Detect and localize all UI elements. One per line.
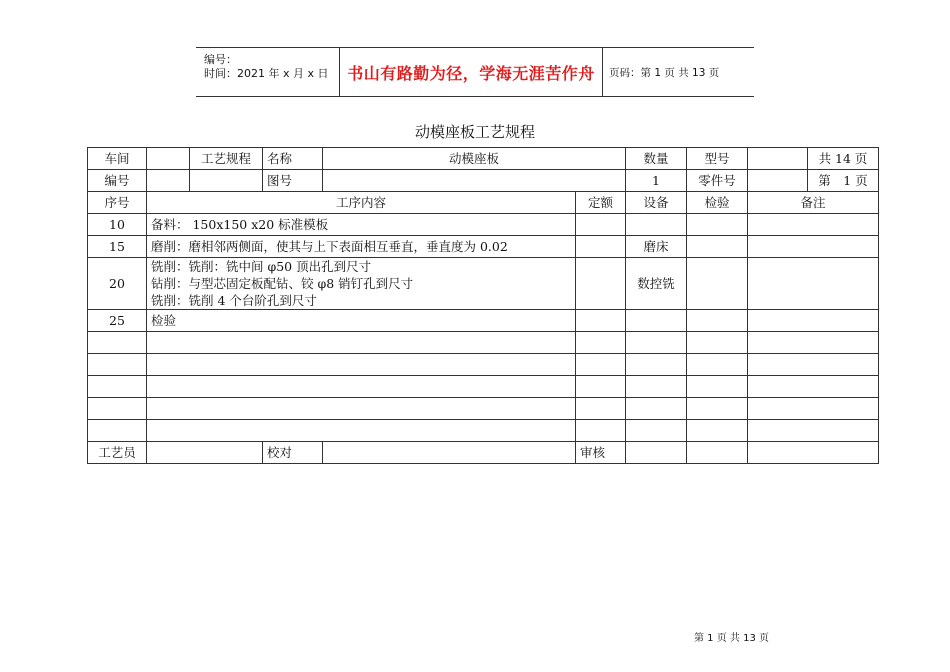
step-inspection <box>687 310 748 332</box>
empty-cell <box>626 420 687 442</box>
empty-cell <box>748 354 879 376</box>
quantity-value: 1 <box>626 170 687 192</box>
column-header-row <box>88 192 879 214</box>
step-seq: 10 <box>88 214 147 236</box>
empty-cell <box>88 354 147 376</box>
empty-cell <box>576 332 626 354</box>
page-footer: 第 1 页 共 13 页 <box>694 633 769 644</box>
empty-cell <box>576 398 626 420</box>
craftsman-label: 工艺员 <box>88 442 147 464</box>
empty-cell <box>88 398 147 420</box>
empty-cell <box>190 170 263 192</box>
step-line: 铣削：铣削：铣中间 φ50 顶出孔到尺寸 <box>151 259 372 274</box>
empty-cell <box>748 170 808 192</box>
empty-row <box>88 420 879 442</box>
empty-cell <box>576 376 626 398</box>
empty-cell <box>147 398 576 420</box>
step-equipment: 数控铣 <box>626 258 687 310</box>
step-remarks <box>748 214 879 236</box>
content-header: 工序内容 <box>147 192 576 214</box>
step-content: 检验 <box>147 310 576 332</box>
empty-cell <box>687 376 748 398</box>
empty-cell <box>88 420 147 442</box>
step-content: 备料： 150x150 x20 标准模板 <box>147 214 576 236</box>
workshop-label: 车间 <box>88 148 147 170</box>
empty-cell <box>748 442 879 464</box>
empty-cell <box>147 420 576 442</box>
step-seq: 25 <box>88 310 147 332</box>
step-equipment: 磨床 <box>626 236 687 258</box>
step-remarks <box>748 310 879 332</box>
empty-cell <box>147 354 576 376</box>
empty-row <box>88 354 879 376</box>
process-spec-label: 工艺规程 <box>190 148 263 170</box>
table-row <box>88 258 879 310</box>
step-content <box>147 258 576 310</box>
empty-cell <box>88 332 147 354</box>
empty-cell <box>687 354 748 376</box>
step-quota <box>576 214 626 236</box>
table-row <box>88 214 879 236</box>
empty-row <box>88 332 879 354</box>
empty-cell <box>687 420 748 442</box>
table-row <box>88 236 879 258</box>
step-quota <box>576 258 626 310</box>
process-table <box>87 147 879 464</box>
empty-cell <box>576 354 626 376</box>
empty-cell <box>626 398 687 420</box>
empty-cell <box>687 332 748 354</box>
step-seq: 15 <box>88 236 147 258</box>
equipment-header: 设备 <box>626 192 687 214</box>
seq-header: 序号 <box>88 192 147 214</box>
step-line: 铣削：铣削 4 个台阶孔到尺寸 <box>151 293 317 308</box>
empty-cell <box>576 420 626 442</box>
empty-row <box>88 398 879 420</box>
step-content: 磨削：磨相邻两侧面，使其与上下表面相互垂直，垂直度为 0.02 <box>147 236 576 258</box>
total-pages: 共 14 页 <box>808 148 879 170</box>
step-line: 钻削：与型芯固定板配钻、铰 φ8 销钉孔到尺寸 <box>151 276 414 291</box>
header-divider <box>602 48 603 96</box>
number-label-cell: 编号 <box>88 170 147 192</box>
document-title: 动模座板工艺规程 <box>414 123 535 141</box>
motto-text: 书山有路勤为径，学海无涯苦作舟 <box>347 63 595 83</box>
part-number-label: 零件号 <box>687 170 748 192</box>
empty-cell <box>748 376 879 398</box>
quota-header: 定额 <box>576 192 626 214</box>
model-label: 型号 <box>687 148 748 170</box>
header-meta <box>196 48 339 96</box>
quantity-label: 数量 <box>626 148 687 170</box>
empty-cell <box>748 332 879 354</box>
empty-cell <box>748 398 879 420</box>
table-row <box>88 310 879 332</box>
step-inspection <box>687 258 748 310</box>
number-label: 编号： <box>204 53 237 66</box>
empty-cell <box>687 442 748 464</box>
craftsman-value <box>147 442 263 464</box>
empty-cell <box>147 170 190 192</box>
proofread-label: 校对 <box>263 442 323 464</box>
page-indicator: 页码：第 1 页 共 13 页 <box>609 66 720 79</box>
step-seq: 20 <box>88 258 147 310</box>
empty-row <box>88 376 879 398</box>
step-inspection <box>687 236 748 258</box>
part-name: 动模座板 <box>323 148 626 170</box>
step-quota <box>576 236 626 258</box>
step-remarks <box>748 236 879 258</box>
drawing-number-label: 图号 <box>263 170 323 192</box>
time-label: 时间：2021 年 x 月 x 日 <box>204 67 329 80</box>
review-label: 审核 <box>576 442 626 464</box>
info-row <box>88 148 879 170</box>
info-row <box>88 170 879 192</box>
empty-cell <box>147 376 576 398</box>
document-header <box>196 47 754 97</box>
empty-cell <box>626 376 687 398</box>
empty-cell <box>687 398 748 420</box>
empty-cell <box>147 332 576 354</box>
step-inspection <box>687 214 748 236</box>
empty-cell <box>323 170 626 192</box>
step-remarks <box>748 258 879 310</box>
empty-cell <box>626 354 687 376</box>
empty-cell <box>626 332 687 354</box>
workshop-value <box>147 148 190 170</box>
step-equipment <box>626 214 687 236</box>
proofread-value <box>323 442 576 464</box>
signature-row <box>88 442 879 464</box>
name-label: 名称 <box>263 148 323 170</box>
remarks-header: 备注 <box>748 192 879 214</box>
review-value <box>626 442 687 464</box>
empty-cell <box>748 420 879 442</box>
page-number: 第 1 页 <box>808 170 879 192</box>
step-equipment <box>626 310 687 332</box>
inspection-header: 检验 <box>687 192 748 214</box>
model-value <box>748 148 808 170</box>
step-quota <box>576 310 626 332</box>
empty-cell <box>88 376 147 398</box>
